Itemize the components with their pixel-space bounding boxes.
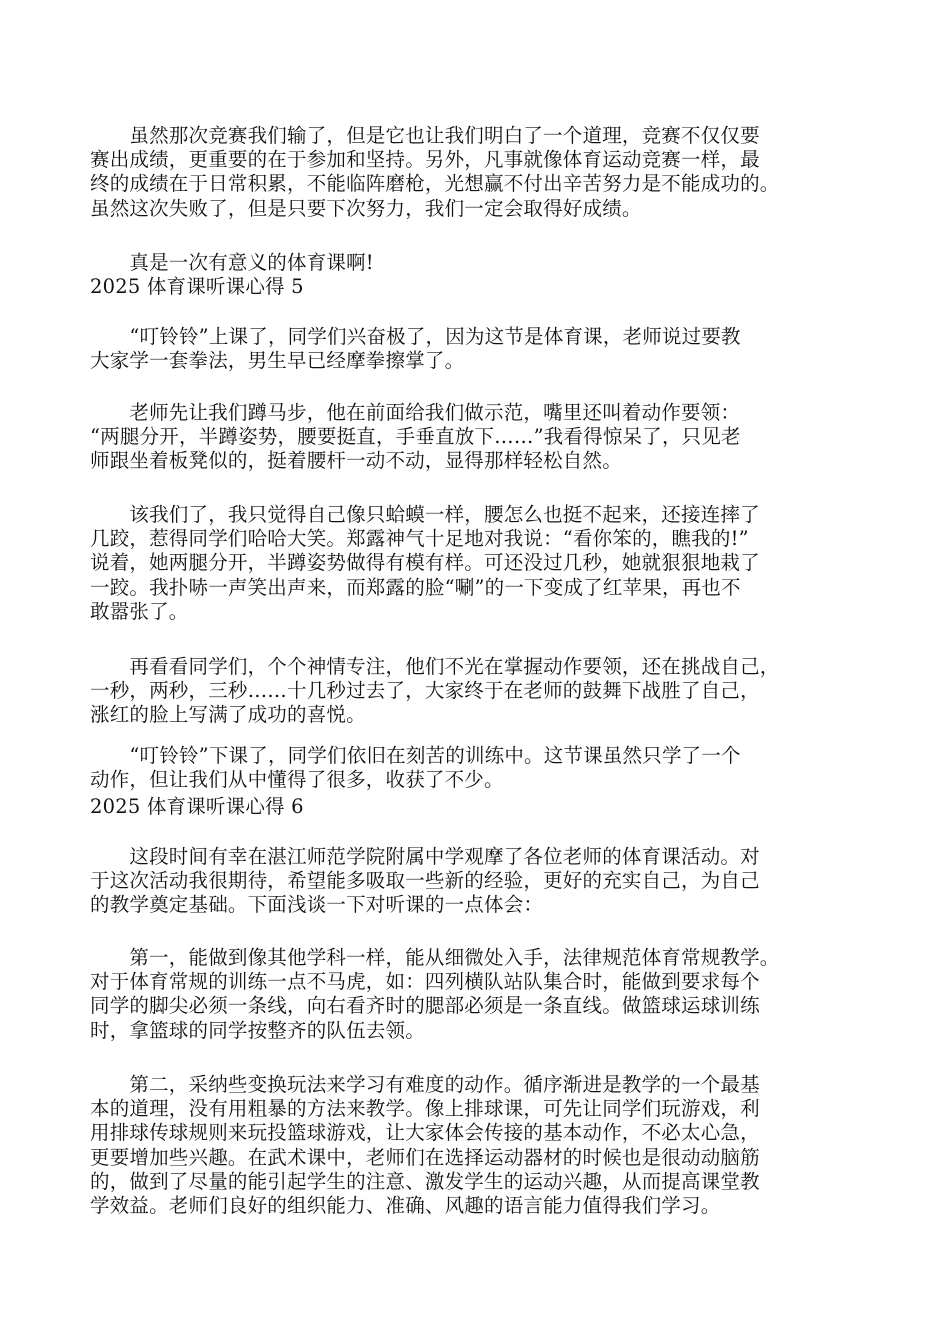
text-line: 的，做到了尽量的能引起学生的注意、激发学生的运动兴趣，从而提高课堂教 xyxy=(90,1169,760,1193)
text-line: 涨红的脸上写满了成功的喜悦。 xyxy=(90,703,366,727)
text-line: 虽然这次失败了，但是只要下次努力，我们一定会取得好成绩。 xyxy=(90,196,642,220)
paragraph-point-one xyxy=(90,946,860,1043)
text-line: 用排球传球规则来玩投篮球游戏，让大家体会传接的基本动作，不必太心急， xyxy=(90,1121,760,1145)
text-line: 赛出成绩，更重要的在于参加和坚持。另外，凡事就像体育运动竞赛一样，最 xyxy=(90,148,760,172)
paragraph-our-turn xyxy=(90,503,860,624)
paragraph-observation xyxy=(90,845,860,918)
text-line: “叮铃铃”上课了，同学们兴奋极了，因为这节是体育课，老师说过要教 xyxy=(90,325,741,348)
text-line: 的教学奠定基础。下面浅谈一下对听课的一点体会： xyxy=(90,893,544,917)
text-line: 说着，她两腿分开，半蹲姿势做得有模有样。可还没过几秒，她就狠狠地栽了 xyxy=(90,551,760,575)
text-line: “叮铃铃”下课了，同学们依旧在刻苦的训练中。这节课虽然只学了一个 xyxy=(90,744,741,767)
paragraph-horse-stance xyxy=(90,401,860,474)
text-line: 这段时间有幸在湛江师范学院附属中学观摩了各位老师的体育课活动。对 xyxy=(90,845,760,868)
text-line: 几跤，惹得同学们哈哈大笑。郑露神气十足地对我说：“看你笨的，瞧我的!” xyxy=(90,527,749,551)
section-heading-6: 2025 体育课听课心得 6 xyxy=(90,795,304,818)
text-line: 终的成绩在于日常积累，不能临阵磨枪，光想赢不付出辛苦努力是不能成功的。 xyxy=(90,172,780,196)
text-line: 对于体育常规的训练一点不马虎，如：四列横队站队集合时，能做到要求每个 xyxy=(90,970,760,994)
text-line: 该我们了，我只觉得自己像只蛤蟆一样，腰怎么也挺不起来，还接连摔了 xyxy=(90,503,760,526)
text-line: “两腿分开，半蹲姿势，腰要挺直，手垂直放下……”我看得惊呆了，只见老 xyxy=(90,425,741,449)
text-line: 第一，能做到像其他学科一样，能从细微处入手，法律规范体育常规教学。 xyxy=(90,946,780,969)
text-line: 虽然那次竞赛我们输了，但是它也让我们明白了一个道理，竞赛不仅仅要 xyxy=(90,124,760,147)
text-line: 学效益。老师们良好的组织能力、准确、风趣的语言能力值得我们学习。 xyxy=(90,1194,721,1218)
text-line: 师跟坐着板凳似的，挺着腰杆一动不动，显得那样轻松自然。 xyxy=(90,449,622,473)
text-line: 老师先让我们蹲马步，他在前面给我们做示范，嘴里还叫着动作要领： xyxy=(90,401,741,424)
text-line: 更要增加些兴趣。在武术课中，老师们在选择运动器材的时候也是很动动脑筋 xyxy=(90,1145,760,1169)
text-line: 第二，采纳些变换玩法来学习有难度的动作。循序渐进是教学的一个最基 xyxy=(90,1073,760,1096)
text-line: 大家学一套拳法，男生早已经摩拳擦掌了。 xyxy=(90,349,465,373)
paragraph-point-two xyxy=(90,1073,860,1218)
text-line: 动作，但让我们从中懂得了很多，收获了不少。 xyxy=(90,768,504,792)
paragraph-meaningful-class xyxy=(90,251,860,275)
paragraph-classmates-focus xyxy=(90,655,860,728)
text-line: 同学的脚尖必须一条线，向右看齐时的腮部必须是一条直线。做篮球运球训练 xyxy=(90,994,760,1018)
text-line: 于这次活动我很期待，希望能多吸取一些新的经验，更好的充实自己，为自己 xyxy=(90,869,760,893)
text-line: 再看看同学们，个个神情专注，他们不光在掌握动作要领，还在挑战自己， xyxy=(90,655,780,678)
text-line: 一秒，两秒，三秒……十几秒过去了，大家终于在老师的鼓舞下战胜了自己， xyxy=(90,679,760,703)
paragraph-class-ends xyxy=(90,744,860,792)
paragraph-class-begins xyxy=(90,325,860,373)
text-line: 本的道理，没有用粗暴的方法来教学。像上排球课，可先让同学们玩游戏，利 xyxy=(90,1097,760,1121)
section-heading-5: 2025 体育课听课心得 5 xyxy=(90,275,304,298)
text-line: 敢嚣张了。 xyxy=(90,599,189,623)
text-line: 时，拿篮球的同学按整齐的队伍去领。 xyxy=(90,1018,425,1042)
paragraph-competition-lesson xyxy=(90,124,860,221)
text-line: 真是一次有意义的体育课啊! xyxy=(90,251,374,274)
text-line: 一跤。我扑哧一声笑出声来，而郑露的脸“唰”的一下变成了红苹果，再也不 xyxy=(90,575,741,599)
